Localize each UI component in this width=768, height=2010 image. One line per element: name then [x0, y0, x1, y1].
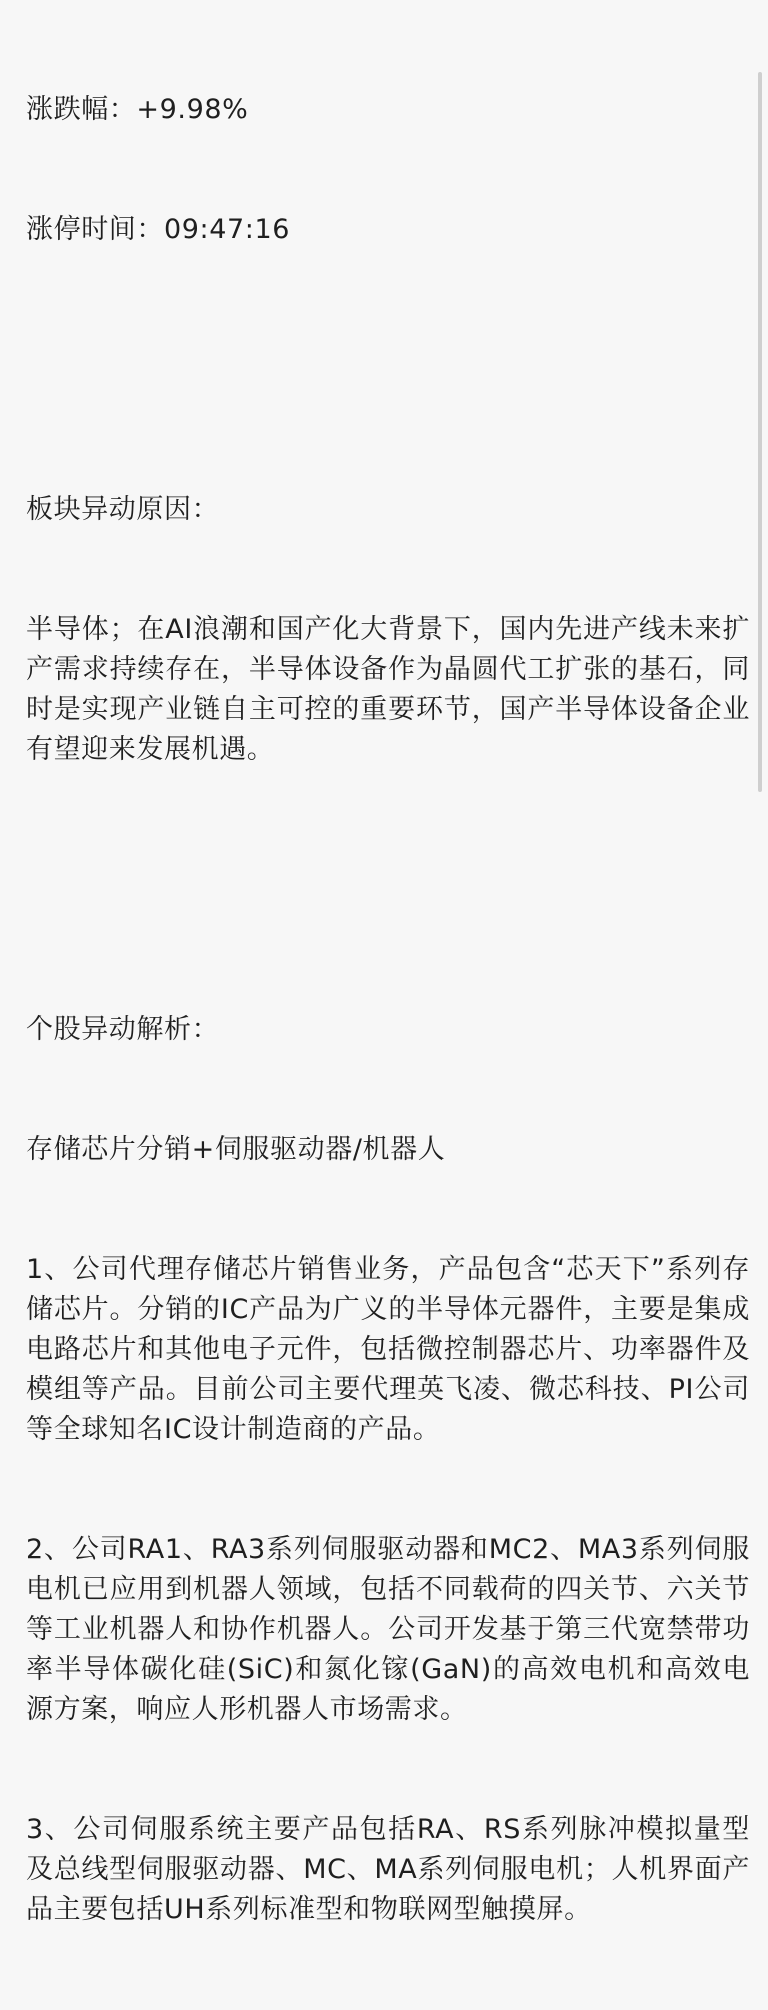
stock-theme-subheading: 存储芯片分销+伺服驱动器/机器人 — [26, 1134, 446, 1165]
analysis-point-3: 3、公司伺服系统主要产品包括RA、RS系列脉冲模拟量型及总线型伺服驱动器、MC、MA系列伺服电机；人机界面产品主要包括UH系列标准型和物联网型触摸屏。 — [26, 1814, 750, 1925]
price-change-line: 涨跌幅：+9.98% — [26, 94, 249, 125]
vertical-scrollbar[interactable] — [758, 72, 762, 792]
blank-line — [26, 850, 750, 890]
stock-analysis-heading: 个股异动解析： — [26, 1014, 220, 1045]
article-content — [26, 10, 750, 2010]
analysis-point-1: 1、公司代理存储芯片销售业务，产品包含“芯天下”系列存储芯片。分销的IC产品为广义的半导体元器件，主要是集成电路芯片和其他电子元件，包括微控制器芯片、功率器件及模组等产品。目前公司主要代理英飞凌、微芯科技、PI公司等全球知名IC设计制造商的产品。 — [26, 1254, 750, 1445]
sector-reason-heading: 板块异动原因： — [26, 494, 220, 525]
limit-up-time-line: 涨停时间：09:47:16 — [26, 214, 291, 245]
analysis-point-2: 2、公司RA1、RA3系列伺服驱动器和MC2、MA3系列伺服电机已应用到机器人领域，包括不同载荷的四关节、六关节等工业机器人和协作机器人。公司开发基于第三代宽禁带功率半导体碳化硅(SiC)和氮化镓(GaN)的高效电机和高效电源方案，响应人形机器人市场需求。 — [26, 1534, 750, 1725]
blank-line — [26, 330, 750, 370]
sector-reason-body: 半导体；在AI浪潮和国产化大背景下，国内先进产线未来扩产需求持续存在，半导体设备作为晶圆代工扩张的基石，同时是实现产业链自主可控的重要环节，国产半导体设备企业有望迎来发展机遇。 — [26, 614, 750, 765]
